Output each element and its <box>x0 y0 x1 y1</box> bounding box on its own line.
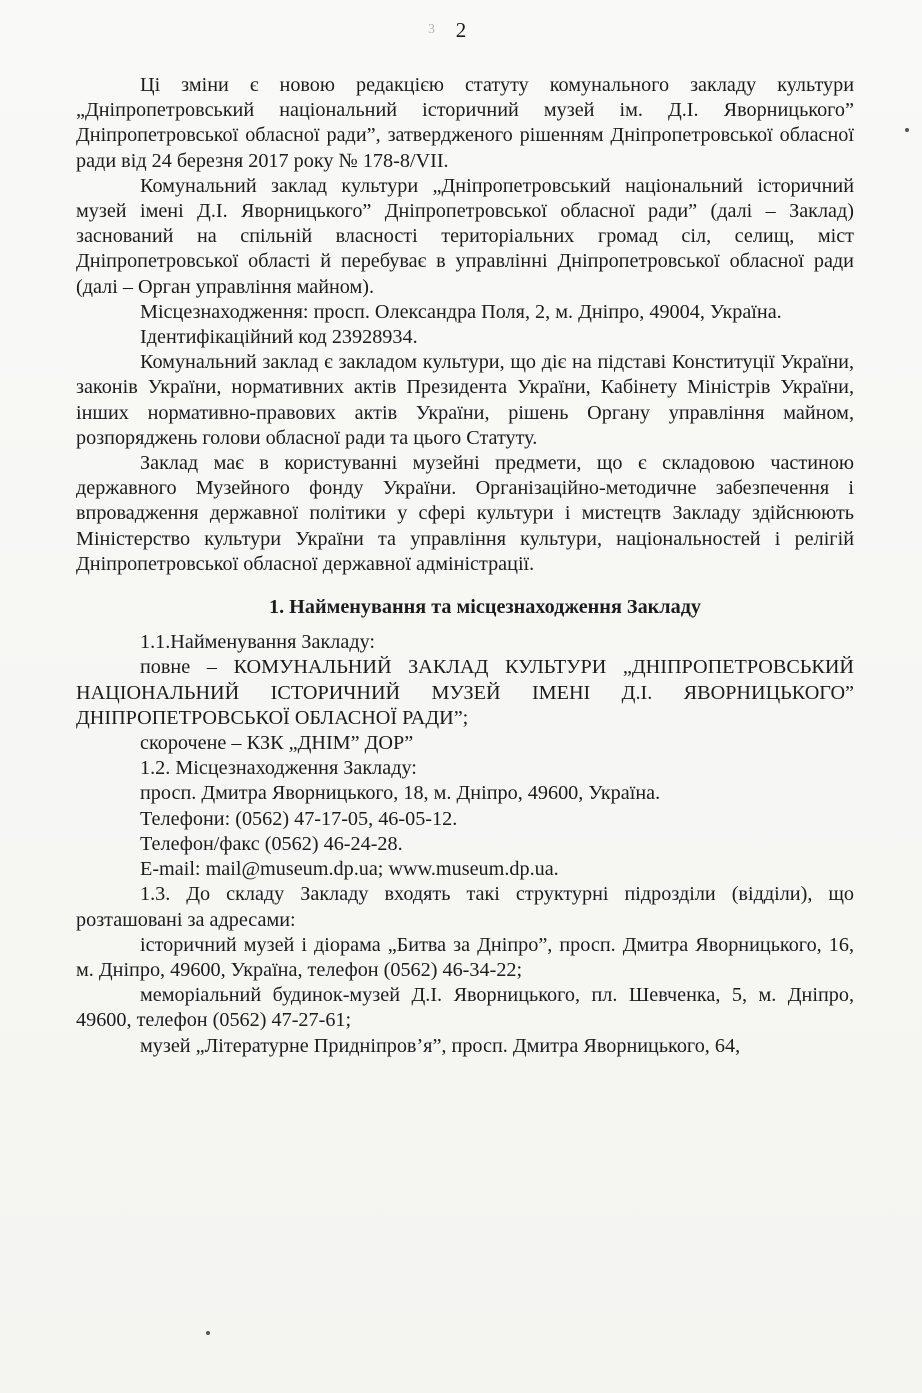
paragraph-id-code: Ідентифікаційний код 23928934. <box>140 326 418 349</box>
unit-history-museum: історичний музей і діорама „Битва за Дніпро”, просп. Дмитра Яворницького, 16, м. Дніпро, 49600, Україна, телефон (0562) 46-34-22; <box>76 933 854 981</box>
paragraph-museum-fund: Заклад має в користуванні музейні предмети, що є складовою частиною державного Музейного фонду України. Організаційно-методичне забезпечення і впровадження державної політики у сфері культури і мистецтв Закладу здійснюють Міністерство культури України та управління культури, національностей і релігій Дніпропетровської обласної державної адміністрації. <box>76 452 854 575</box>
phones: Телефони: (0562) 47-17-05, 46-05-12. <box>140 807 458 830</box>
paragraph-founding: Комунальний заклад культури „Дніпропетровський національний історичний музей імені Д.І. Яворницького” Дніпропетровської обласної ради” (далі – Заклад) заснований на спільній власності територіальних громад сіл, селищ, міст Дніпропетровської області й перебуває в управлінні Дніпропетровської обласної ради (далі – Орган управління майном). <box>76 174 854 298</box>
short-name: скорочене – КЗК „ДНІМ” ДОР” <box>140 732 414 755</box>
page-number: 2 <box>455 18 467 42</box>
paragraph-location: Місцезнаходження: просп. Олександра Поля, 2, м. Дніпро, 49004, Україна. <box>140 300 782 323</box>
full-name-line <box>76 655 854 731</box>
unit-memorial-house: меморіальний будинок-музей Д.І. Яворницького, пл. Шевченка, 5, м. Дніпро, 49600, телефон (0562) 47-27-61; <box>76 984 854 1032</box>
address: просп. Дмитра Яворницького, 18, м. Дніпро, 49600, Україна. <box>140 782 661 805</box>
ink-dot <box>206 1331 210 1335</box>
full-name: КОМУНАЛЬНИЙ ЗАКЛАД КУЛЬТУРИ „ДНІПРОПЕТРОВСЬКИЙ НАЦІОНАЛЬНИЙ ІСТОРИЧНИЙ МУЗЕЙ ІМЕНІ Д.І. ЯВОРНИЦЬКОГО” ДНІПРОПЕТРОВСЬКОЇ ОБЛАСНОЇ РАДИ”; <box>76 656 855 729</box>
paragraph-legal-basis: Комунальний заклад є закладом культури, що діє на підставі Конституції України, законів України, нормативних актів Президента України, Кабінету Міністрів України, інших нормативно-правових актів України, рішень Органу управління майном, розпоряджень голови обласної ради та цього Статуту. <box>76 351 854 449</box>
item-1-3: 1.3. До складу Закладу входять такі структурні підрозділи (відділи), що розташовані за адресами: <box>76 883 854 931</box>
full-name-dash: – <box>206 656 217 679</box>
section-heading: 1. Найменування та місцезнаходження Закладу <box>268 596 702 619</box>
document-body <box>76 73 854 1059</box>
fax: Телефон/факс (0562) 46-24-28. <box>140 832 403 855</box>
unit-literary-museum: музей „Літературне Придніпров’я”, просп. Дмитра Яворницького, 64, <box>140 1034 741 1057</box>
ink-dot <box>905 128 909 132</box>
full-name-prefix: повне <box>140 656 191 679</box>
item-1-2: 1.2. Місцезнаходження Закладу: <box>140 757 417 780</box>
margin-mark: 3 <box>428 22 435 37</box>
item-1-1: 1.1.Найменування Закладу: <box>140 631 376 654</box>
paragraph-revision: Ці зміни є новою редакцією статуту комунального закладу культури „Дніпропетровський національний історичний музей ім. Д.І. Яворницького” Дніпропетровської обласної ради”, затвердженого рішенням Дніпропетровської обласної ради від 24 березня 2017 року № 178-8/VII. <box>76 74 854 172</box>
email: E-mail: mail@museum.dp.ua; www.museum.dp.ua. <box>140 858 559 881</box>
